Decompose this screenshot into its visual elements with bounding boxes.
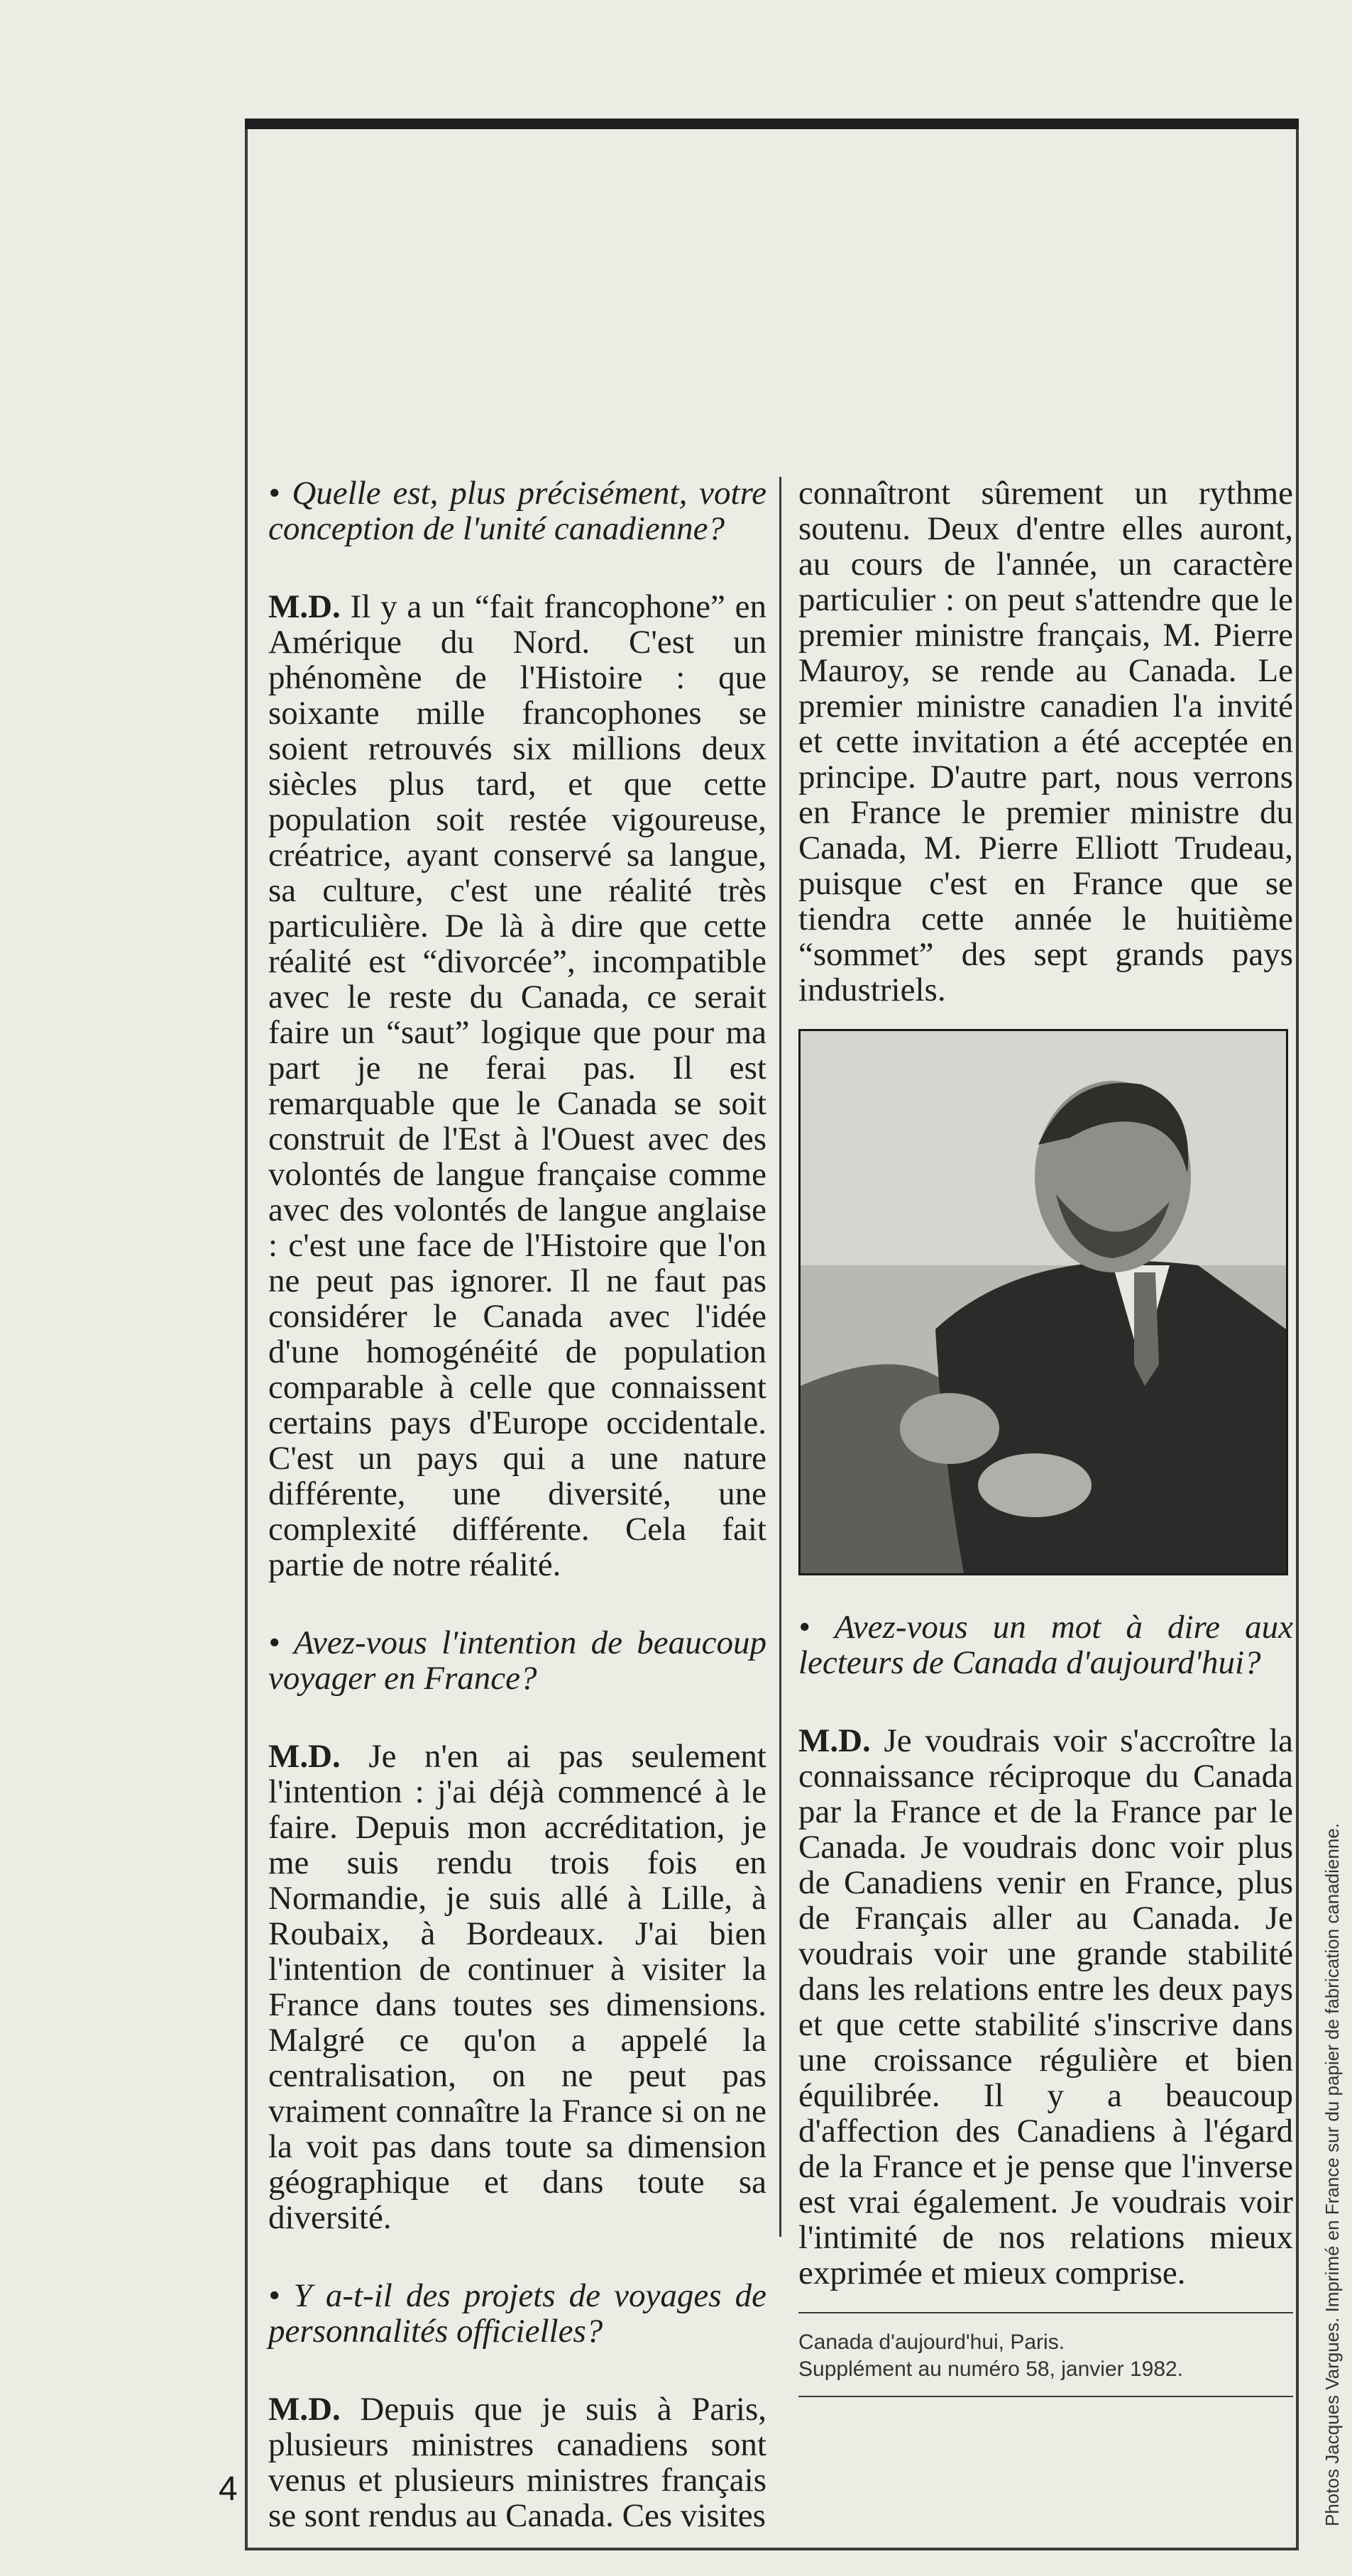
source-issue: Supplément au numéro 58, janvier 1982.: [798, 2357, 1184, 2381]
top-rule: [245, 119, 1299, 129]
answer-projets-de-voyages-continued: connaîtront sûrement un rythme soutenu. Deux d'entre elles auront, au cours de l'année, un caractère particulier : on peut s'attendre que le premier ministre français, M. Pierre Mauroy, se rende au Canada. Le premier ministre canadien l'a invité et cette invitation a été acceptée en principe. D'autre part, nous verrons en France le premier ministre du Canada, M. Pierre Elliott Trudeau, puisque c'est en France que se tiendra cette année le huitième “sommet” des sept grands pays industriels.: [798, 475, 1293, 1008]
answer-projets-de-voyages: [268, 2391, 766, 2533]
answer-mot-aux-lecteurs: [798, 1723, 1293, 2291]
answer-voyager-en-france: [268, 1739, 766, 2235]
speaker-initials: M.D.: [268, 1738, 341, 1775]
photo-credit-vertical: Photos Jacques Vargues. Imprimé en France sur du papier de fabrication canadienne.: [1321, 1823, 1343, 2526]
question-projets-de-voyages: • Y a-t-il des projets de voyages de personnalités officielles?: [268, 2277, 766, 2350]
speaker-initials: M.D.: [798, 1722, 871, 1759]
answer-text: Depuis que je suis à Paris, plusieurs ministres canadiens sont venus et plusieurs ministres français se sont rendus au Canada. Ces visites: [268, 2391, 766, 2534]
question-unite-canadienne: • Quelle est, plus précisément, votre conception de l'unité canadienne?: [268, 475, 766, 547]
answer-text: Je voudrais voir s'accroître la connaissance réciproque du Canada par la France et de la France par le Canada. Je voudrais donc voir plus de Canadiens venir en France, plus de Français aller au Canada. Je voudrais voir une grande stabilité dans les relations entre les deux pays et que cette stabilité s'inscrive dans une croissance régulière et bien équilibrée. Il y a beaucoup d'affection des Canadiens à l'égard de la France et je pense que l'inverse est vrai également. Je voudrais voir l'intimité de nos relations mieux exprimée et mieux comprise.: [798, 1722, 1293, 2291]
photo-illustration: [801, 1031, 1286, 1573]
speaker-initials: M.D.: [268, 588, 341, 625]
answer-unite-canadienne: [268, 589, 766, 1583]
page-number: 4: [219, 2470, 238, 2508]
source-credit: [798, 2312, 1293, 2397]
question-mot-aux-lecteurs: • Avez-vous un mot à dire aux lecteurs de Canada d'aujourd'hui?: [798, 1609, 1293, 1681]
answer-text: Il y a un “fait francophone” en Amérique du Nord. C'est un phénomène de l'Histoire : que soixante mille francophones se soient retrouvés six millions deux siècles plus tard, et que cette population soit restée vigoureuse, créatrice, ayant conservé sa langue, sa culture, c'est une réalité très particulière. De là à dire que cette réalité est “divorcée”, incompatible avec le reste du Canada, ce serait faire un “saut” logique que pour ma part je ne ferai pas. Il est remarquable que le Canada se soit construit de l'Est à l'Ouest avec des volontés de langue française comme avec des volontés de langue anglaise : c'est une face de l'Histoire que l'on ne peut pas ignorer. Il ne faut pas considérer le Canada avec l'idée d'une homogénéité de population comparable à celle que connaissent certains pays d'Europe occidentale. C'est un pays qui a une nature différente, une diversité, une complexité différente. Cela fait partie de notre réalité.: [268, 588, 766, 1583]
answer-text: Je n'en ai pas seulement l'intention : j'ai déjà commencé à le faire. Depuis mon accréditation, je me suis rendu trois fois en Normandie, je suis allé à Lille, à Roubaix, à Bordeaux. J'ai bien l'intention de continuer à visiter la France dans toutes ses dimensions. Malgré ce qu'on a appelé la centralisation, on ne peut pas vraiment connaître la France si on ne la voit pas dans toute sa dimension géographique et dans toute sa diversité.: [268, 1738, 766, 2236]
source-publication: Canada d'aujourd'hui, Paris.: [798, 2330, 1065, 2354]
column-divider: [779, 477, 781, 2237]
left-column: [268, 475, 766, 2576]
question-voyager-en-france: • Avez-vous l'intention de beaucoup voyager en France?: [268, 1624, 766, 1697]
interview-photo: [798, 1029, 1288, 1575]
speaker-initials: M.D.: [268, 2391, 341, 2428]
right-column: [798, 475, 1293, 2397]
